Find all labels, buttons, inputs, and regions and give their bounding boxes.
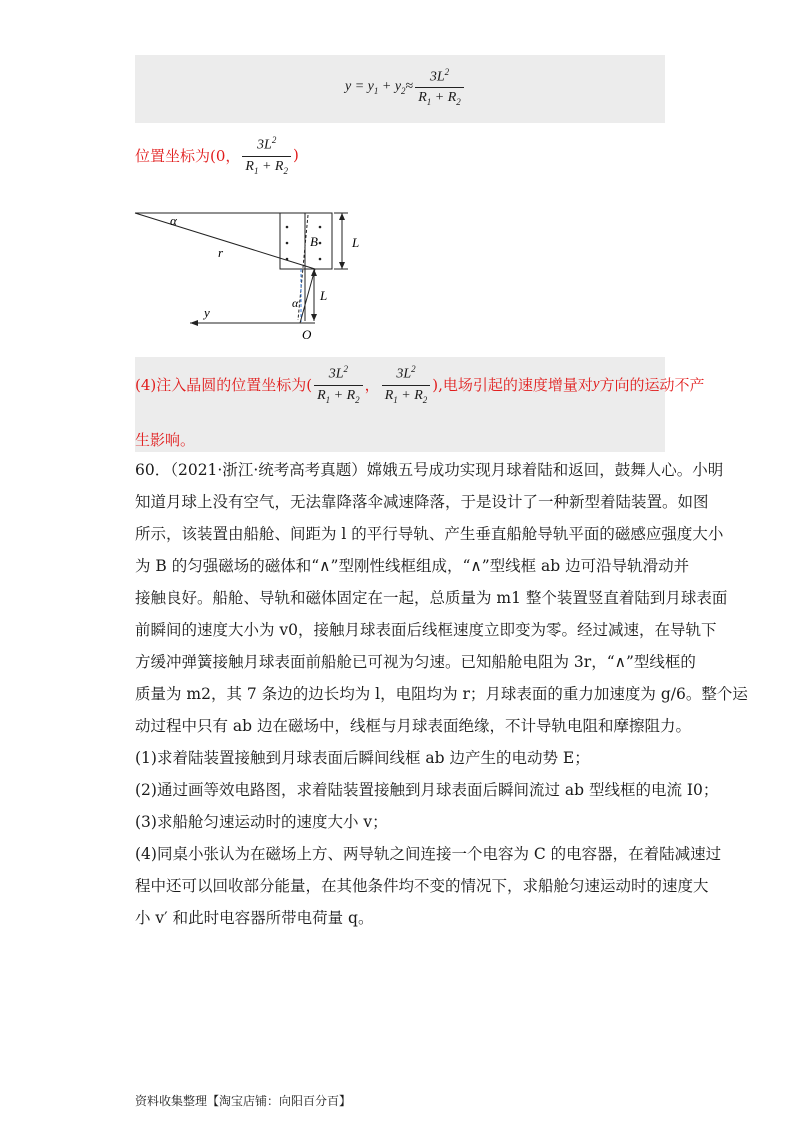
question-4-line-1: (4)同桌小张认为在磁场上方、两导轨之间连接一个电容为 C 的电容器，在着陆减速过 [135,845,722,863]
position-suffix: ) [292,146,299,165]
problem-line-8: 质量为 m2，其 7 条边的边长均为 l，电阻均为 r；月球表面的重力加速度为 g/6。整个运 [135,685,748,703]
question-3: (3)求船舱匀速运动时的速度大小 v； [135,813,388,831]
formula-lhs: $y = y_1 + y_2$ [345,78,406,96]
problem-line-6: 前瞬间的速度大小为 v0，接触月球表面后线框速度立即变为零。经过减速，在导轨下 [135,621,717,639]
physics-diagram [130,205,370,345]
question-4-line-2: 程中还可以回收部分能量，在其他条件均不变的情况下，求船舱匀速运动时的速度大 [135,877,709,895]
formula-approx: ≈ [405,79,414,94]
alpha-top-label: α [170,213,177,228]
problem-line-7: 方缓冲弹簧接触月球表面前船舱已可视为匀速。已知船舱电阻为 3r，“∧”型线框的 [135,653,696,671]
position-prefix: 位置坐标为(0， [135,146,241,165]
question-1: (1)求着陆装置接触到月球表面后瞬间线框 ab 边产生的电动势 E； [135,749,590,767]
problem-line-4: 为 B 的匀强磁场的磁体和“∧”型刚性线框组成，“∧”型线框 ab 边可沿导轨滑动并 [135,557,690,575]
question-4-line-3: 小 v′ 和此时电容器所带电荷量 q。 [135,909,374,927]
problem-line-9: 动过程中只有 ab 边在磁场中，线框与月球表面绝缘，不计导轨电阻和摩擦阻力。 [135,717,692,735]
problem-line-2: 知道月球上没有空气，无法靠降落伞减速降落，于是设计了一种新型着陆装置。如图 [135,493,709,511]
L-lower-label: L [320,288,328,303]
B-label: B [310,234,318,249]
problem-line-3: 所示，该装置由船舱、间距为 l 的平行导轨、产生垂直船舱导轨平面的磁感应强度大小 [135,525,724,543]
position-answer [135,132,299,178]
alpha-bottom-label: α [292,296,299,310]
position-fraction: $\frac{3L^2}{R_1 + R_2}$ [242,132,291,178]
answer4-suffix: ),电场引起的速度增量对 [432,375,593,394]
y-label: y [204,305,210,320]
answer4-end: 方向的运动不产 [599,375,705,394]
page-footer: 资料收集整理【淘宝店铺：向阳百分百】 [135,1094,352,1108]
r-label: r [218,245,224,260]
formula-fraction: $\frac{3L^2}{R_1 + R_2}$ [415,64,464,110]
answer4-frac2: $\frac{3L^2}{R_1 + R_2}$ [382,361,431,407]
answer4-block [135,357,705,452]
answer4-line1 [135,361,705,407]
answer4-prefix: (4)注入晶圆的位置坐标为( [135,375,313,394]
question-2: (2)通过画等效电路图，求着陆装置接触到月球表面后瞬间流过 ab 型线框的电流 I0； [135,781,719,799]
O-label: O [302,327,312,342]
answer4-frac1: $\frac{3L^2}{R_1 + R_2}$ [314,361,363,407]
formula-y-sum [345,65,466,109]
answer4-y: y [592,375,600,392]
answer4-comma: ， [364,375,380,394]
problem-line-5: 接触良好。船舱、导轨和磁体固定在一起，总质量为 m1 整个装置竖直着陆到月球表面 [135,589,728,607]
L-right-label: L [352,235,360,250]
answer4-line2: 生影响。 [135,431,196,449]
problem-line-1: 60．（2021·浙江·统考高考真题）嫦娥五号成功实现月球着陆和返回，鼓舞人心。小明 [135,461,724,479]
formula-block [135,55,665,123]
